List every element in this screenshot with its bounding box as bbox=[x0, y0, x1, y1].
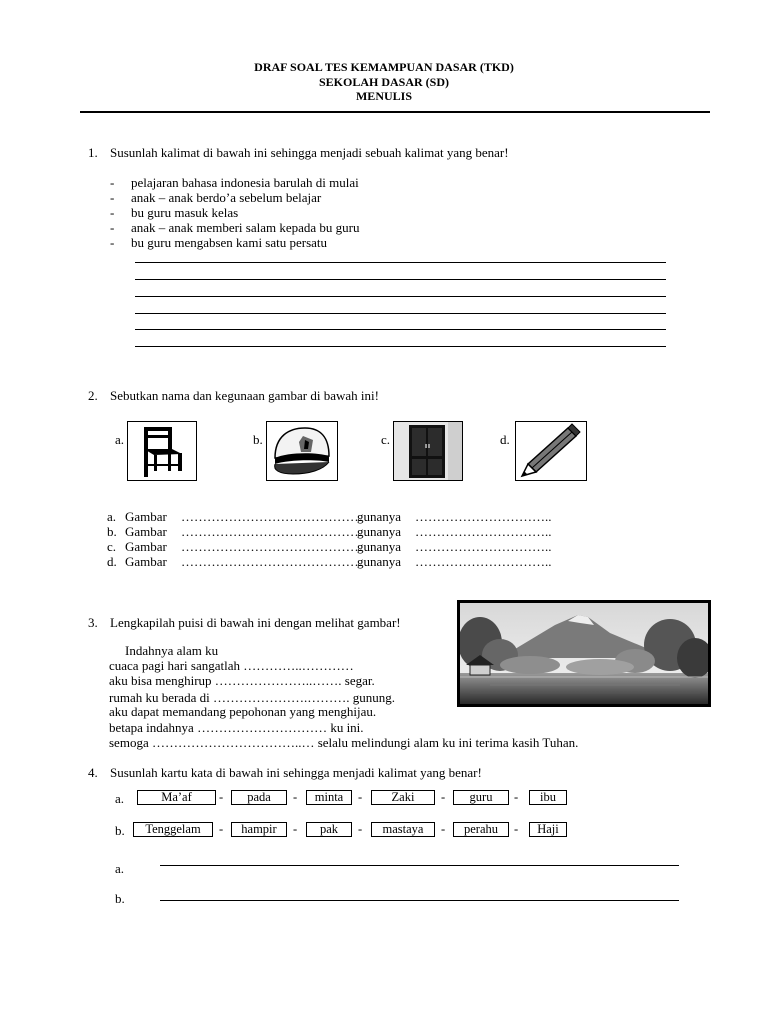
card-separator: - bbox=[358, 790, 363, 804]
q2-row-blank[interactable]: ………………………….. bbox=[415, 524, 552, 539]
landscape-icon bbox=[457, 600, 711, 707]
q2-image-label: d. bbox=[500, 432, 510, 447]
q4-number: 4. bbox=[88, 765, 98, 780]
header-line-3: MENULIS bbox=[355, 89, 412, 103]
card-separator: - bbox=[514, 822, 519, 836]
q2-row-gambar: Gambar bbox=[125, 509, 167, 524]
card-separator: - bbox=[219, 822, 224, 836]
answer-line[interactable] bbox=[160, 900, 679, 901]
card-separator: - bbox=[514, 790, 519, 804]
q1-item: anak – anak memberi salam kepada bu guru bbox=[131, 220, 360, 235]
q4-prompt: Susunlah kartu kata di bawah ini sehingga menjadi kalimat yang benar! bbox=[110, 765, 482, 780]
q1-number: 1. bbox=[88, 145, 98, 160]
answer-line[interactable] bbox=[135, 296, 666, 297]
q2-image-label: a. bbox=[115, 432, 125, 447]
q3-poem-line: aku dapat memandang pepohonan yang menghijau. bbox=[109, 704, 377, 719]
word-card[interactable]: hampir bbox=[231, 822, 287, 837]
q2-row-letter: d. bbox=[107, 554, 117, 569]
cupboard-icon bbox=[393, 421, 463, 481]
q2-number: 2. bbox=[88, 388, 98, 403]
card-separator: - bbox=[293, 790, 298, 804]
card-separator: - bbox=[358, 822, 363, 836]
q4-answer-label: b. bbox=[115, 891, 125, 906]
q1-bullet: - bbox=[110, 205, 115, 220]
card-separator: - bbox=[219, 790, 224, 804]
answer-line[interactable] bbox=[135, 329, 666, 330]
answer-line[interactable] bbox=[135, 279, 666, 280]
q1-item: anak – anak berdo’a sebelum belajar bbox=[131, 190, 322, 205]
q3-prompt: Lengkapilah puisi di bawah ini dengan melihat gambar! bbox=[110, 615, 401, 630]
answer-line[interactable] bbox=[160, 865, 679, 866]
q2-row-gambar: Gambar bbox=[125, 554, 167, 569]
q2-row-gunanya: gunanya bbox=[357, 509, 402, 524]
q1-bullet: - bbox=[110, 190, 115, 205]
q2-image-label: c. bbox=[381, 432, 391, 447]
word-card[interactable]: Ma’af bbox=[137, 790, 216, 805]
q3-poem-line: cuaca pagi hari sangatlah …………..………… bbox=[109, 658, 354, 673]
q1-bullet: - bbox=[110, 220, 115, 235]
answer-line[interactable] bbox=[135, 262, 666, 263]
q3-poem-title: Indahnya alam ku bbox=[125, 643, 219, 658]
card-separator: - bbox=[293, 822, 298, 836]
q2-row-blank[interactable]: ………………………….. bbox=[415, 539, 552, 554]
q2-row-blank[interactable]: …………………………………… bbox=[181, 509, 363, 524]
header-divider bbox=[80, 111, 710, 113]
header-line-2: SEKOLAH DASAR (SD) bbox=[318, 75, 450, 89]
q1-prompt: Susunlah kalimat di bawah ini sehingga menjadi sebuah kalimat yang benar! bbox=[110, 145, 509, 160]
q2-row-gunanya: gunanya bbox=[357, 524, 402, 539]
q2-row-letter: b. bbox=[107, 524, 117, 539]
q3-poem-line: rumah ku berada di ………………….………. gunung. bbox=[109, 690, 395, 705]
q2-row-gambar: Gambar bbox=[125, 524, 167, 539]
word-card[interactable]: Tenggelam bbox=[133, 822, 213, 837]
q2-row-gunanya: gunanya bbox=[357, 539, 402, 554]
cap-icon bbox=[266, 421, 338, 481]
q4-answer-label: a. bbox=[115, 861, 125, 876]
q1-bullet: - bbox=[110, 235, 115, 250]
q3-poem-line: aku bisa menghirup …………………..……. segar. bbox=[109, 673, 375, 688]
q2-prompt: Sebutkan nama dan kegunaan gambar di bawah ini! bbox=[110, 388, 379, 403]
q4-row-a-cards bbox=[0, 790, 768, 806]
answer-line[interactable] bbox=[135, 313, 666, 314]
q2-row-blank[interactable]: …………………………………… bbox=[181, 539, 363, 554]
word-card[interactable]: minta bbox=[306, 790, 352, 805]
q2-row-blank[interactable]: …………………………………… bbox=[181, 554, 363, 569]
q3-poem-line: betapa indahnya ………………………… ku ini. bbox=[109, 720, 364, 735]
word-card[interactable]: guru bbox=[453, 790, 509, 805]
q1-item: bu guru mengabsen kami satu persatu bbox=[131, 235, 328, 250]
answer-line[interactable] bbox=[135, 346, 666, 347]
header-line-1: DRAF SOAL TES KEMAMPUAN DASAR (TKD) bbox=[254, 60, 514, 74]
word-card[interactable]: pada bbox=[231, 790, 287, 805]
word-card[interactable]: mastaya bbox=[371, 822, 435, 837]
word-card[interactable]: pak bbox=[306, 822, 352, 837]
q2-row-blank[interactable]: …………………………………… bbox=[181, 524, 363, 539]
q2-row-letter: a. bbox=[107, 509, 117, 524]
q1-item: pelajaran bahasa indonesia barulah di mulai bbox=[131, 175, 359, 190]
q2-row-blank[interactable]: ………………………….. bbox=[415, 554, 552, 569]
word-card[interactable]: ibu bbox=[529, 790, 567, 805]
q3-poem-line: semoga ……………………………..… selalu melindungi alam ku ini terima kasih Tuhan. bbox=[109, 735, 579, 750]
q4-row-b-label: b. bbox=[115, 823, 125, 838]
word-card[interactable]: Haji bbox=[529, 822, 567, 837]
card-separator: - bbox=[441, 790, 446, 804]
q3-number: 3. bbox=[88, 615, 98, 630]
q1-item: bu guru masuk kelas bbox=[131, 205, 239, 220]
q2-row-letter: c. bbox=[107, 539, 117, 554]
q2-row-blank[interactable]: ………………………….. bbox=[415, 509, 552, 524]
q2-image-label: b. bbox=[253, 432, 263, 447]
pencil-icon bbox=[515, 421, 587, 481]
q4-row-a-label: a. bbox=[115, 791, 125, 806]
word-card[interactable]: Zaki bbox=[371, 790, 435, 805]
q2-row-gunanya: gunanya bbox=[357, 554, 402, 569]
chair-icon bbox=[127, 421, 197, 481]
q2-row-gambar: Gambar bbox=[125, 539, 167, 554]
q1-bullet: - bbox=[110, 175, 115, 190]
word-card[interactable]: perahu bbox=[453, 822, 509, 837]
card-separator: - bbox=[441, 822, 446, 836]
q4-row-b-cards bbox=[0, 822, 768, 838]
